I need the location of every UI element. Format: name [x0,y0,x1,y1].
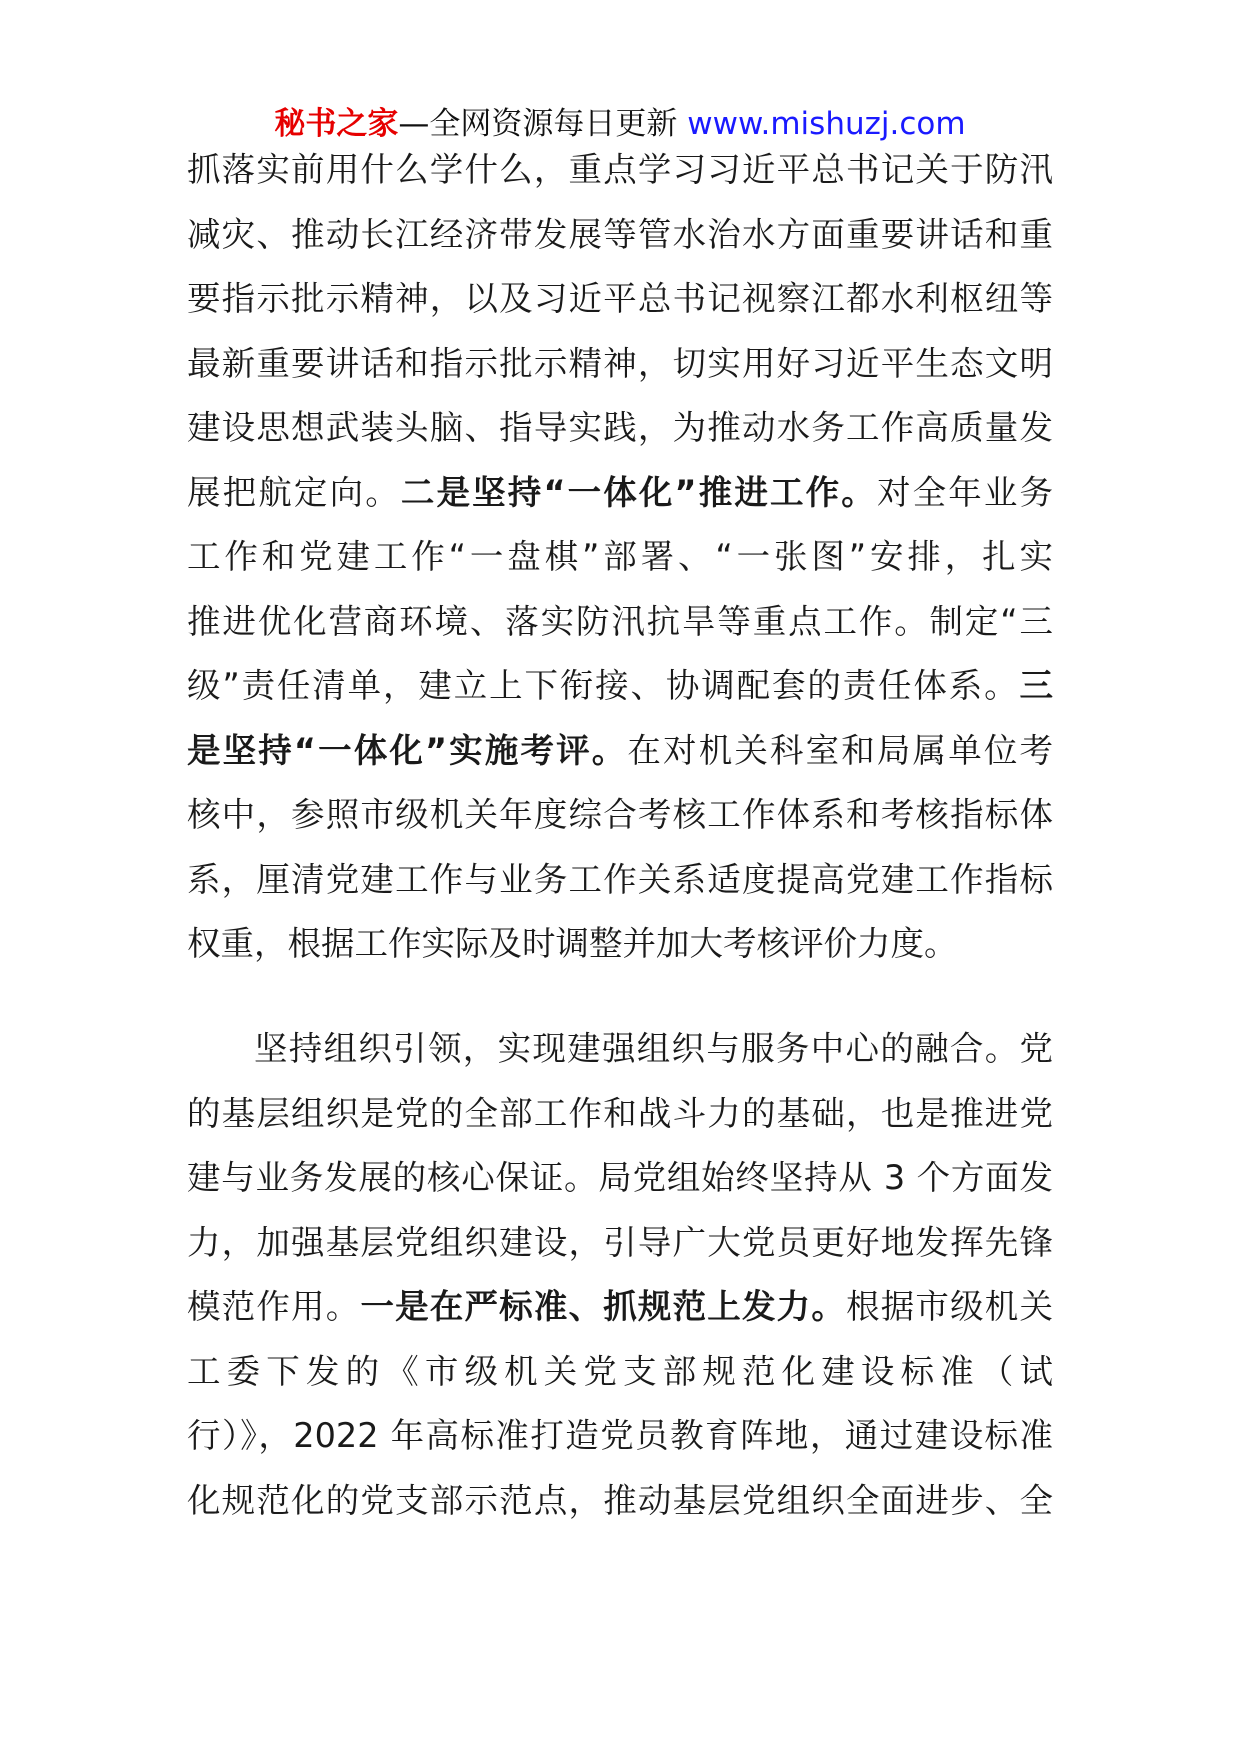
bold-text-segment: 一是在严标准、抓规范上发力。 [360,1287,847,1326]
paragraph-2 [187,1017,1053,1533]
text-segment: 级”责任清单，建立上下衔接、协调配套的责任体系。 [187,666,1020,705]
text-segment: 坚持组织引领，实现建强组织与服务中心的融合。党 [254,1029,1053,1068]
text-segment: 对全年业务 [876,472,1054,512]
text-segment: 建设思想武装头脑、指导实践，为推动水务工作高质量发 [187,408,1053,447]
text-line [187,1340,1053,1405]
text-line [187,1211,1053,1276]
text-line [187,848,1053,913]
text-line [187,1469,1053,1534]
header-url-link[interactable]: www.mishuzj.com [687,106,966,142]
text-line [187,654,1053,719]
text-segment: 模范作用。 [187,1287,361,1326]
text-segment: 行）》，2022 年高标准打造党员教育阵地，通过建设标准 [187,1416,1053,1455]
text-line [187,1146,1053,1211]
text-segment: 工作和党建工作“一盘棋”部署、“一张图”安排，扎实 [187,537,1053,576]
bold-text-segment: 二是坚持“一体化”推进工作。 [400,472,877,512]
header-brand: 秘书之家 [274,106,399,142]
text-segment: 减灾、推动长江经济带发展等管水治水方面重要讲话和重 [187,214,1053,254]
text-line [187,525,1053,590]
text-line [187,332,1053,397]
text-segment: 核中，参照市级机关年度综合考核工作体系和考核指标体 [187,795,1053,834]
text-segment: 化规范化的党支部示范点，推动基层党组织全面进步、全 [187,1480,1053,1520]
text-segment: 系，厘清党建工作与业务工作关系适度提高党建工作指标 [187,859,1053,899]
text-line [187,1017,1053,1082]
text-segment: 工委下发的《市级机关党支部规范化建设标准（试 [187,1351,1053,1391]
text-line [187,396,1053,461]
text-line [187,267,1053,332]
paragraph-1 [187,138,1053,977]
header-tagline: —全网资源每日更新 [398,106,688,142]
bold-text-segment: 是坚持“一体化”实施考评。 [187,730,628,770]
bold-text-segment: 三 [1019,666,1053,705]
text-line [187,1082,1053,1147]
text-line [187,783,1053,848]
text-line [187,590,1053,655]
text-segment: 最新重要讲话和指示批示精神，切实用好习近平生态文明 [187,343,1053,383]
text-line [187,461,1053,526]
text-line [187,912,1053,977]
text-line [187,719,1053,784]
text-segment: 根据市级机关 [846,1287,1053,1326]
text-line [187,138,1053,203]
text-segment: 在对机关科室和局属单位考 [627,730,1053,770]
text-segment: 展把航定向。 [187,472,401,512]
text-line [187,1275,1053,1340]
text-segment: 力，加强基层党组织建设，引导广大党员更好地发挥先锋 [187,1222,1053,1262]
text-segment: 抓落实前用什么学什么，重点学习习近平总书记关于防汛 [187,150,1053,189]
text-segment: 的基层组织是党的全部工作和战斗力的基础，也是推进党 [187,1093,1053,1133]
text-segment: 推进优化营商环境、落实防汛抗旱等重点工作。制定“三 [187,601,1053,641]
text-line [187,203,1053,268]
text-segment: 要指示批示精神，以及习近平总书记视察江都水利枢纽等 [187,279,1053,318]
text-line [187,1404,1053,1469]
text-segment: 建与业务发展的核心保证。局党组始终坚持从 3 个方面发 [187,1158,1053,1197]
text-segment: 权重，根据工作实际及时调整并加大考核评价力度。 [187,924,958,963]
